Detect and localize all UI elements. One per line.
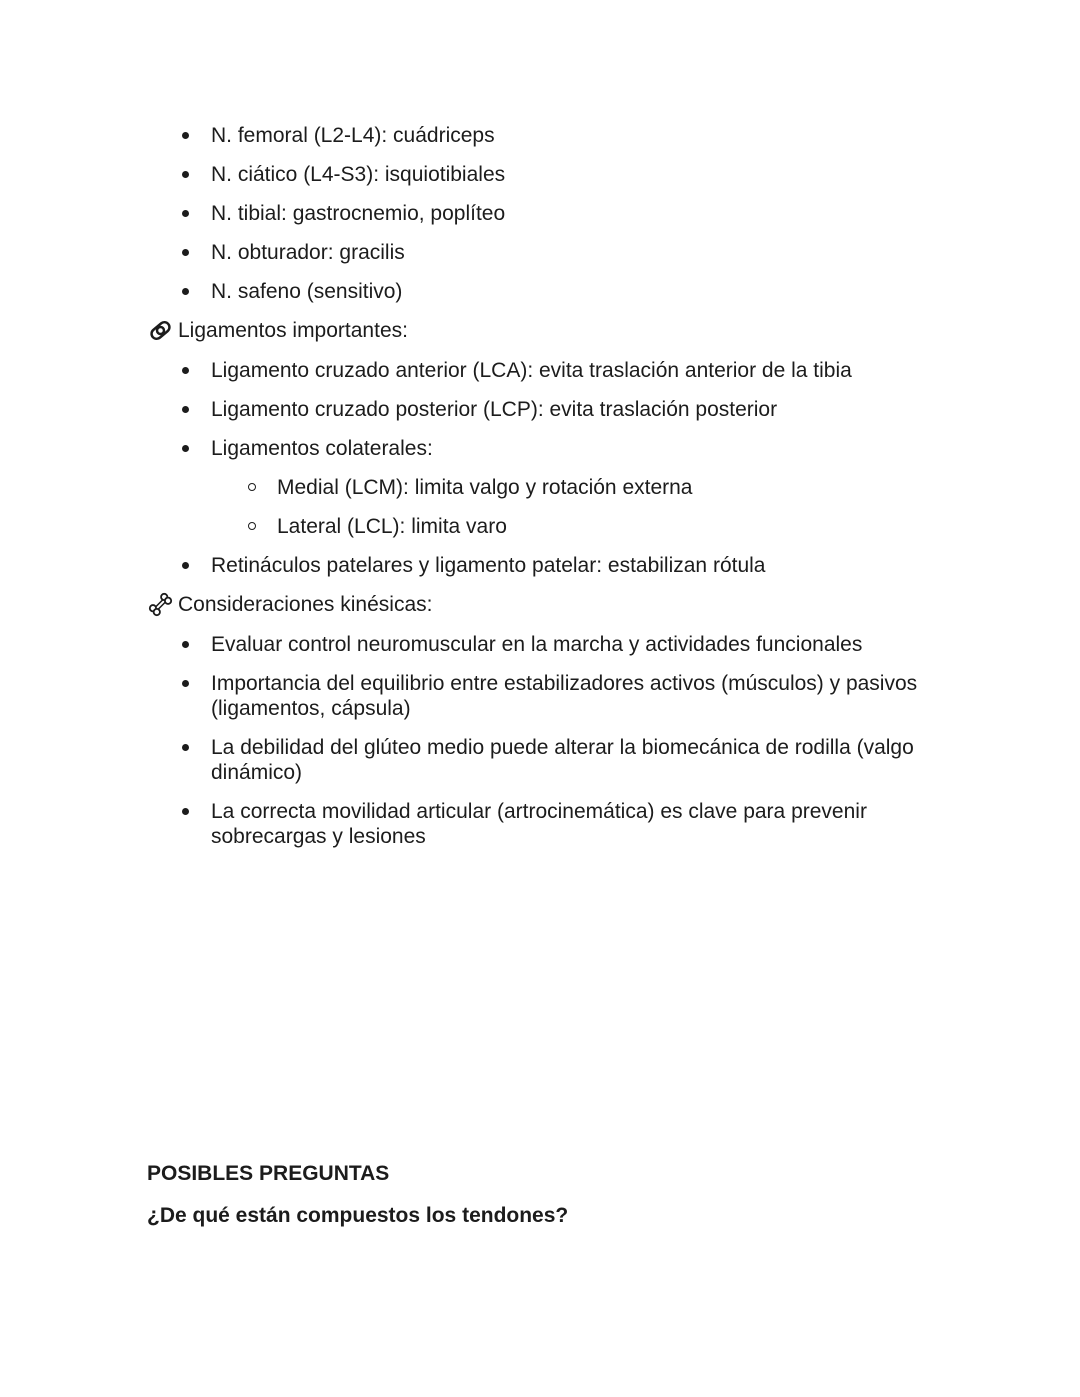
list-item-text: N. ciático (L4-S3): isquiotibiales [211, 163, 506, 186]
sub-list-item [147, 514, 960, 539]
question-text: ¿De qué están compuestos los tendones? [147, 1204, 569, 1227]
list-item [147, 358, 960, 383]
list-item [147, 553, 960, 578]
sub-list-item [147, 475, 960, 500]
sub-list-item-text: Lateral (LCL): limita varo [277, 515, 507, 538]
bullet-dot-icon [182, 436, 211, 461]
list-item-text: N. femoral (L2-L4): cuádriceps [211, 124, 495, 147]
list-item-text: Retináculos patelares y ligamento patelar: estabilizan rótula [211, 554, 766, 577]
bullet-dot-icon [182, 671, 211, 721]
list-item [147, 671, 960, 721]
list-item [147, 162, 960, 187]
list-item [147, 123, 960, 148]
bullet-dot-icon [182, 358, 211, 383]
section-header-ligaments [147, 318, 960, 344]
list-item-text: Ligamento cruzado posterior (LCP): evita traslación posterior [211, 398, 778, 421]
bullet-dot-icon [182, 397, 211, 422]
link-icon [147, 317, 174, 344]
bullet-dot-icon [182, 632, 211, 657]
bullet-dot-icon [182, 799, 211, 849]
bullet-dot-icon [182, 201, 211, 226]
bullet-dot-icon [182, 162, 211, 187]
list-item [147, 397, 960, 422]
list-item-text: Ligamentos colaterales: [211, 437, 433, 460]
list-item [147, 799, 960, 849]
section-title: Consideraciones kinésicas: [178, 593, 433, 616]
bullet-dot-icon [182, 553, 211, 578]
bullet-dot-icon [182, 240, 211, 265]
list-item-text: Ligamento cruzado anterior (LCA): evita traslación anterior de la tibia [211, 359, 852, 382]
list-item-text: Importancia del equilibrio entre estabilizadores activos (músculos) y pasivos (ligamentos, cápsula) [211, 672, 918, 720]
list-item [147, 240, 960, 265]
list-item [147, 201, 960, 226]
questions-heading: POSIBLES PREGUNTAS [147, 1162, 390, 1185]
list-item [147, 632, 960, 657]
list-item-text: N. safeno (sensitivo) [211, 280, 403, 303]
list-item [147, 735, 960, 785]
sub-list-item-text: Medial (LCM): limita valgo y rotación externa [277, 476, 693, 499]
section-title: Ligamentos importantes: [178, 319, 408, 342]
list-item-text: N. tibial: gastrocnemio, poplíteo [211, 202, 506, 225]
section-header-kinesics [147, 592, 960, 618]
bullet-circle-icon [248, 475, 277, 500]
bullet-dot-icon [182, 279, 211, 304]
blank-space [147, 863, 960, 1161]
list-item-text: N. obturador: gracilis [211, 241, 405, 264]
list-item-text: La debilidad del glúteo medio puede alterar la biomecánica de rodilla (valgo dinámico) [211, 736, 914, 784]
list-item [147, 436, 960, 461]
list-item-text: La correcta movilidad articular (artrocinemática) es clave para prevenir sobrecargas y lesiones [211, 800, 867, 848]
bullet-circle-icon [248, 514, 277, 539]
bullet-dot-icon [182, 123, 211, 148]
bullet-dot-icon [182, 735, 211, 785]
bone-icon [147, 591, 174, 618]
list-item-text: Evaluar control neuromuscular en la marcha y actividades funcionales [211, 633, 863, 656]
list-item [147, 279, 960, 304]
